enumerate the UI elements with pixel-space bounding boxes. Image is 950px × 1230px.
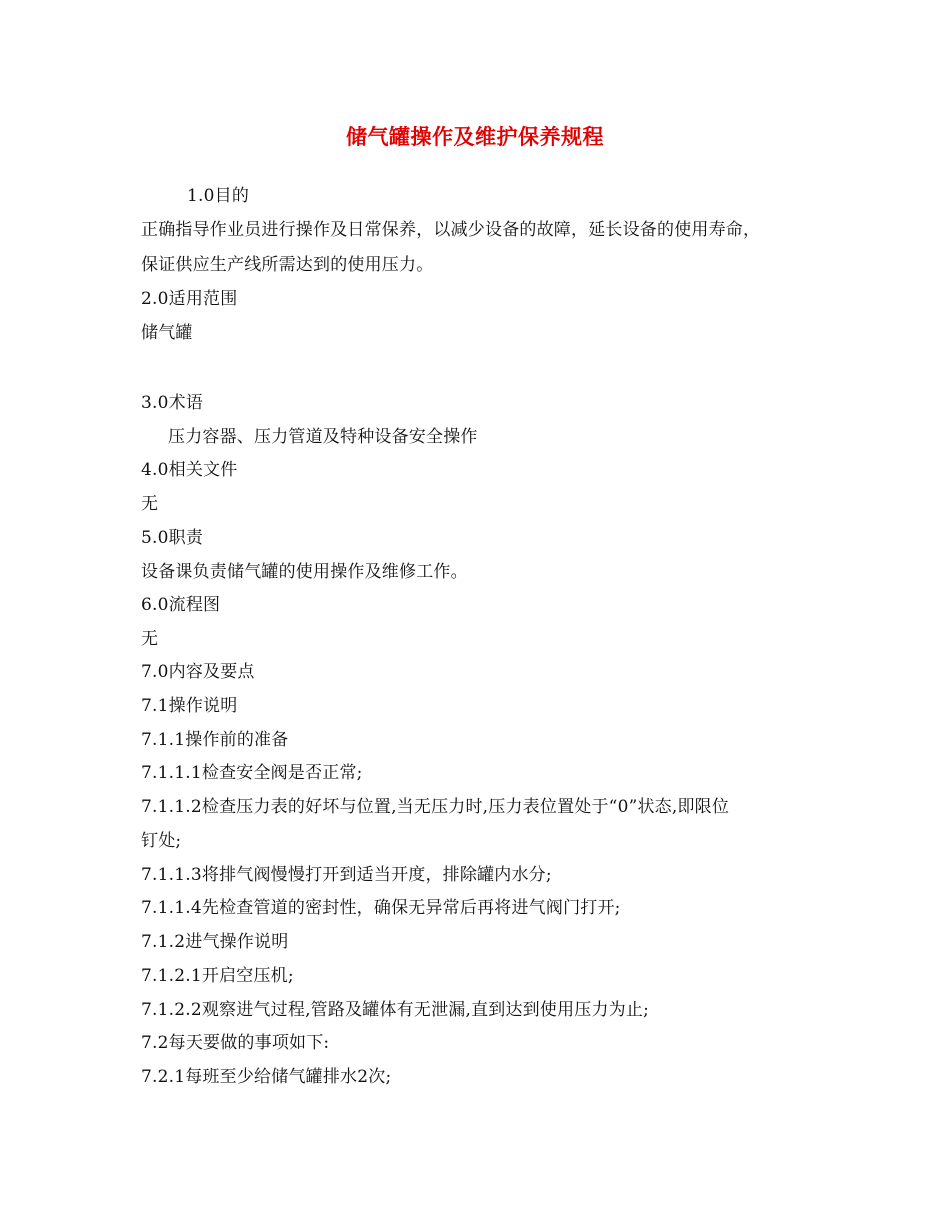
paragraph-line: 压力容器、压力管道及特种设备安全操作 [168, 427, 478, 447]
paragraph-line: 7.1操作说明 [141, 696, 238, 716]
paragraph-line: 保证供应生产线所需达到的使用压力。 [141, 255, 434, 275]
paragraph-line: 7.1.1操作前的准备 [141, 730, 289, 750]
paragraph-line: 设备课负责储气罐的使用操作及维修工作。 [141, 562, 468, 582]
paragraph-line: 储气罐 [141, 323, 193, 343]
paragraph-line: 7.1.2.2观察进气过程,管路及罐体有无泄漏,直到达到使用压力为止; [141, 1000, 650, 1020]
section-heading-content: 7.0内容及要点 [141, 662, 255, 682]
section-heading-purpose: 1.0目的 [187, 186, 250, 206]
paragraph-line: 正确指导作业员进行操作及日常保养，以减少设备的故障，延长设备的使用寿命， [141, 220, 761, 240]
paragraph-line: 7.2.1每班至少给储气罐排水2次; [141, 1067, 392, 1087]
paragraph-line: 7.1.1.2检查压力表的好坏与位置,当无压力时,压力表位置处于“0”状态,即限位 [141, 797, 730, 817]
paragraph-line: 7.1.1.4先检查管道的密封性，确保无异常后再将进气阀门打开; [141, 898, 621, 918]
section-heading-terms: 3.0术语 [141, 393, 204, 413]
document-title: 储气罐操作及维护保养规程 [346, 125, 604, 149]
paragraph-line: 7.1.1.3将排气阀慢慢打开到适当开度，排除罐内水分; [141, 865, 552, 885]
paragraph-line: 无 [141, 494, 159, 514]
section-heading-flowchart: 6.0流程图 [141, 595, 221, 615]
paragraph-line: 7.2每天要做的事项如下: [141, 1033, 330, 1053]
section-heading-related-docs: 4.0相关文件 [141, 460, 238, 480]
paragraph-line: 7.1.2进气操作说明 [141, 932, 289, 952]
section-heading-scope: 2.0适用范围 [141, 289, 238, 309]
paragraph-line: 钉处; [141, 831, 182, 851]
paragraph-line: 无 [141, 629, 159, 649]
paragraph-line: 7.1.2.1开启空压机; [141, 966, 294, 986]
section-heading-duties: 5.0职责 [141, 528, 204, 548]
paragraph-line: 7.1.1.1检查安全阀是否正常; [141, 763, 363, 783]
